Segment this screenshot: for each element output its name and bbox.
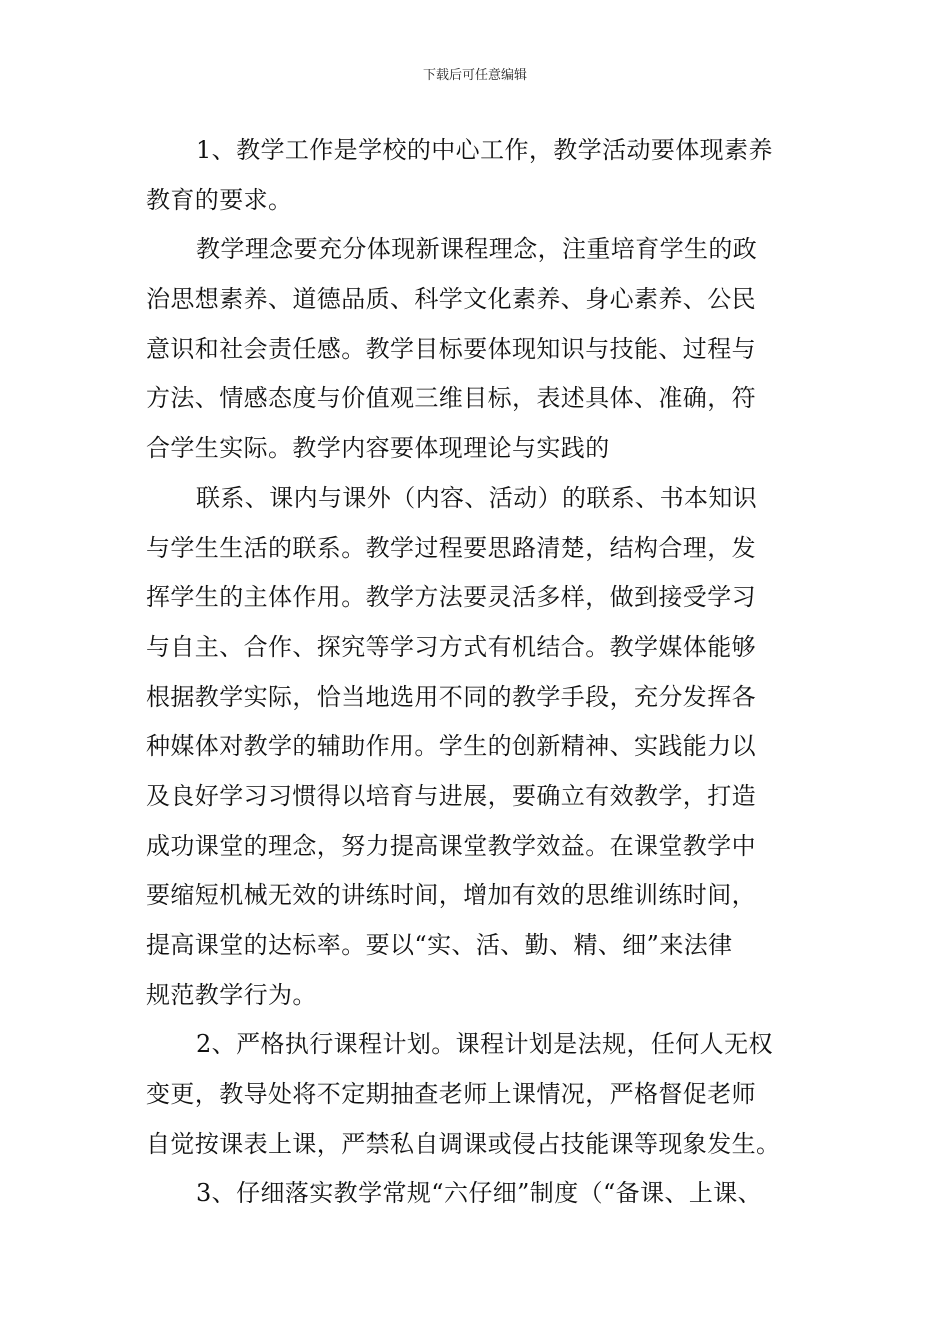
- text-line: 教育的要求。: [146, 185, 293, 214]
- text-line: 根据教学实际，恰当地选用不同的教学手段，充分发挥各: [146, 682, 756, 711]
- text-line: 自觉按课表上课，严禁私自调课或侵占技能课等现象发生。: [146, 1129, 781, 1158]
- text-line: 规范教学行为。: [146, 980, 317, 1009]
- text-line: 教学理念要充分体现新课程理念，注重培育学生的政: [196, 235, 758, 264]
- text-line: 合学生实际。教学内容要体现理论与实践的: [146, 434, 610, 463]
- text-line: 2、严格执行课程计划。课程计划是法规，任何人无权: [196, 1030, 773, 1059]
- text-line: 意识和社会责任感。教学目标要体现知识与技能、过程与: [146, 334, 756, 363]
- text-line: 方法、情感态度与价值观三维目标，表述具体、准确，符: [146, 384, 756, 413]
- text-line: 与自主、合作、探究等学习方式有机结合。教学媒体能够: [146, 632, 756, 661]
- text-line: 变更，教导处将不定期抽查老师上课情况，严格督促老师: [146, 1080, 756, 1109]
- text-line: 3、仔细落实教学常规“六仔细”制度（“备课、上课、: [196, 1179, 763, 1208]
- text-line: 治思想素养、道德品质、科学文化素养、身心素养、公民: [146, 285, 756, 314]
- text-line: 与学生生活的联系。教学过程要思路清楚，结构合理，发: [146, 533, 756, 562]
- page-header: 下载后可任意编辑: [422, 68, 527, 83]
- text-line: 种媒体对教学的辅助作用。学生的创新精神、实践能力以: [146, 732, 756, 761]
- text-line: 提高课堂的达标率。要以“实、活、勤、精、细”来法律: [146, 931, 733, 959]
- document-body: [146, 126, 826, 1219]
- text-line: 及良好学习习惯得以培育与进展，要确立有效教学，打造: [146, 781, 756, 810]
- text-line: 挥学生的主体作用。教学方法要灵活多样，做到接受学习: [146, 583, 756, 612]
- text-line: 1、教学工作是学校的中心工作，教学活动要体现素养: [196, 136, 773, 164]
- text-line: 成功课堂的理念，努力提高课堂教学效益。在课堂教学中: [146, 831, 756, 860]
- text-line: 要缩短机械无效的讲练时间，增加有效的思维训练时间，: [146, 881, 756, 910]
- text-line: 联系、课内与课外（内容、活动）的联系、书本知识: [196, 483, 758, 512]
